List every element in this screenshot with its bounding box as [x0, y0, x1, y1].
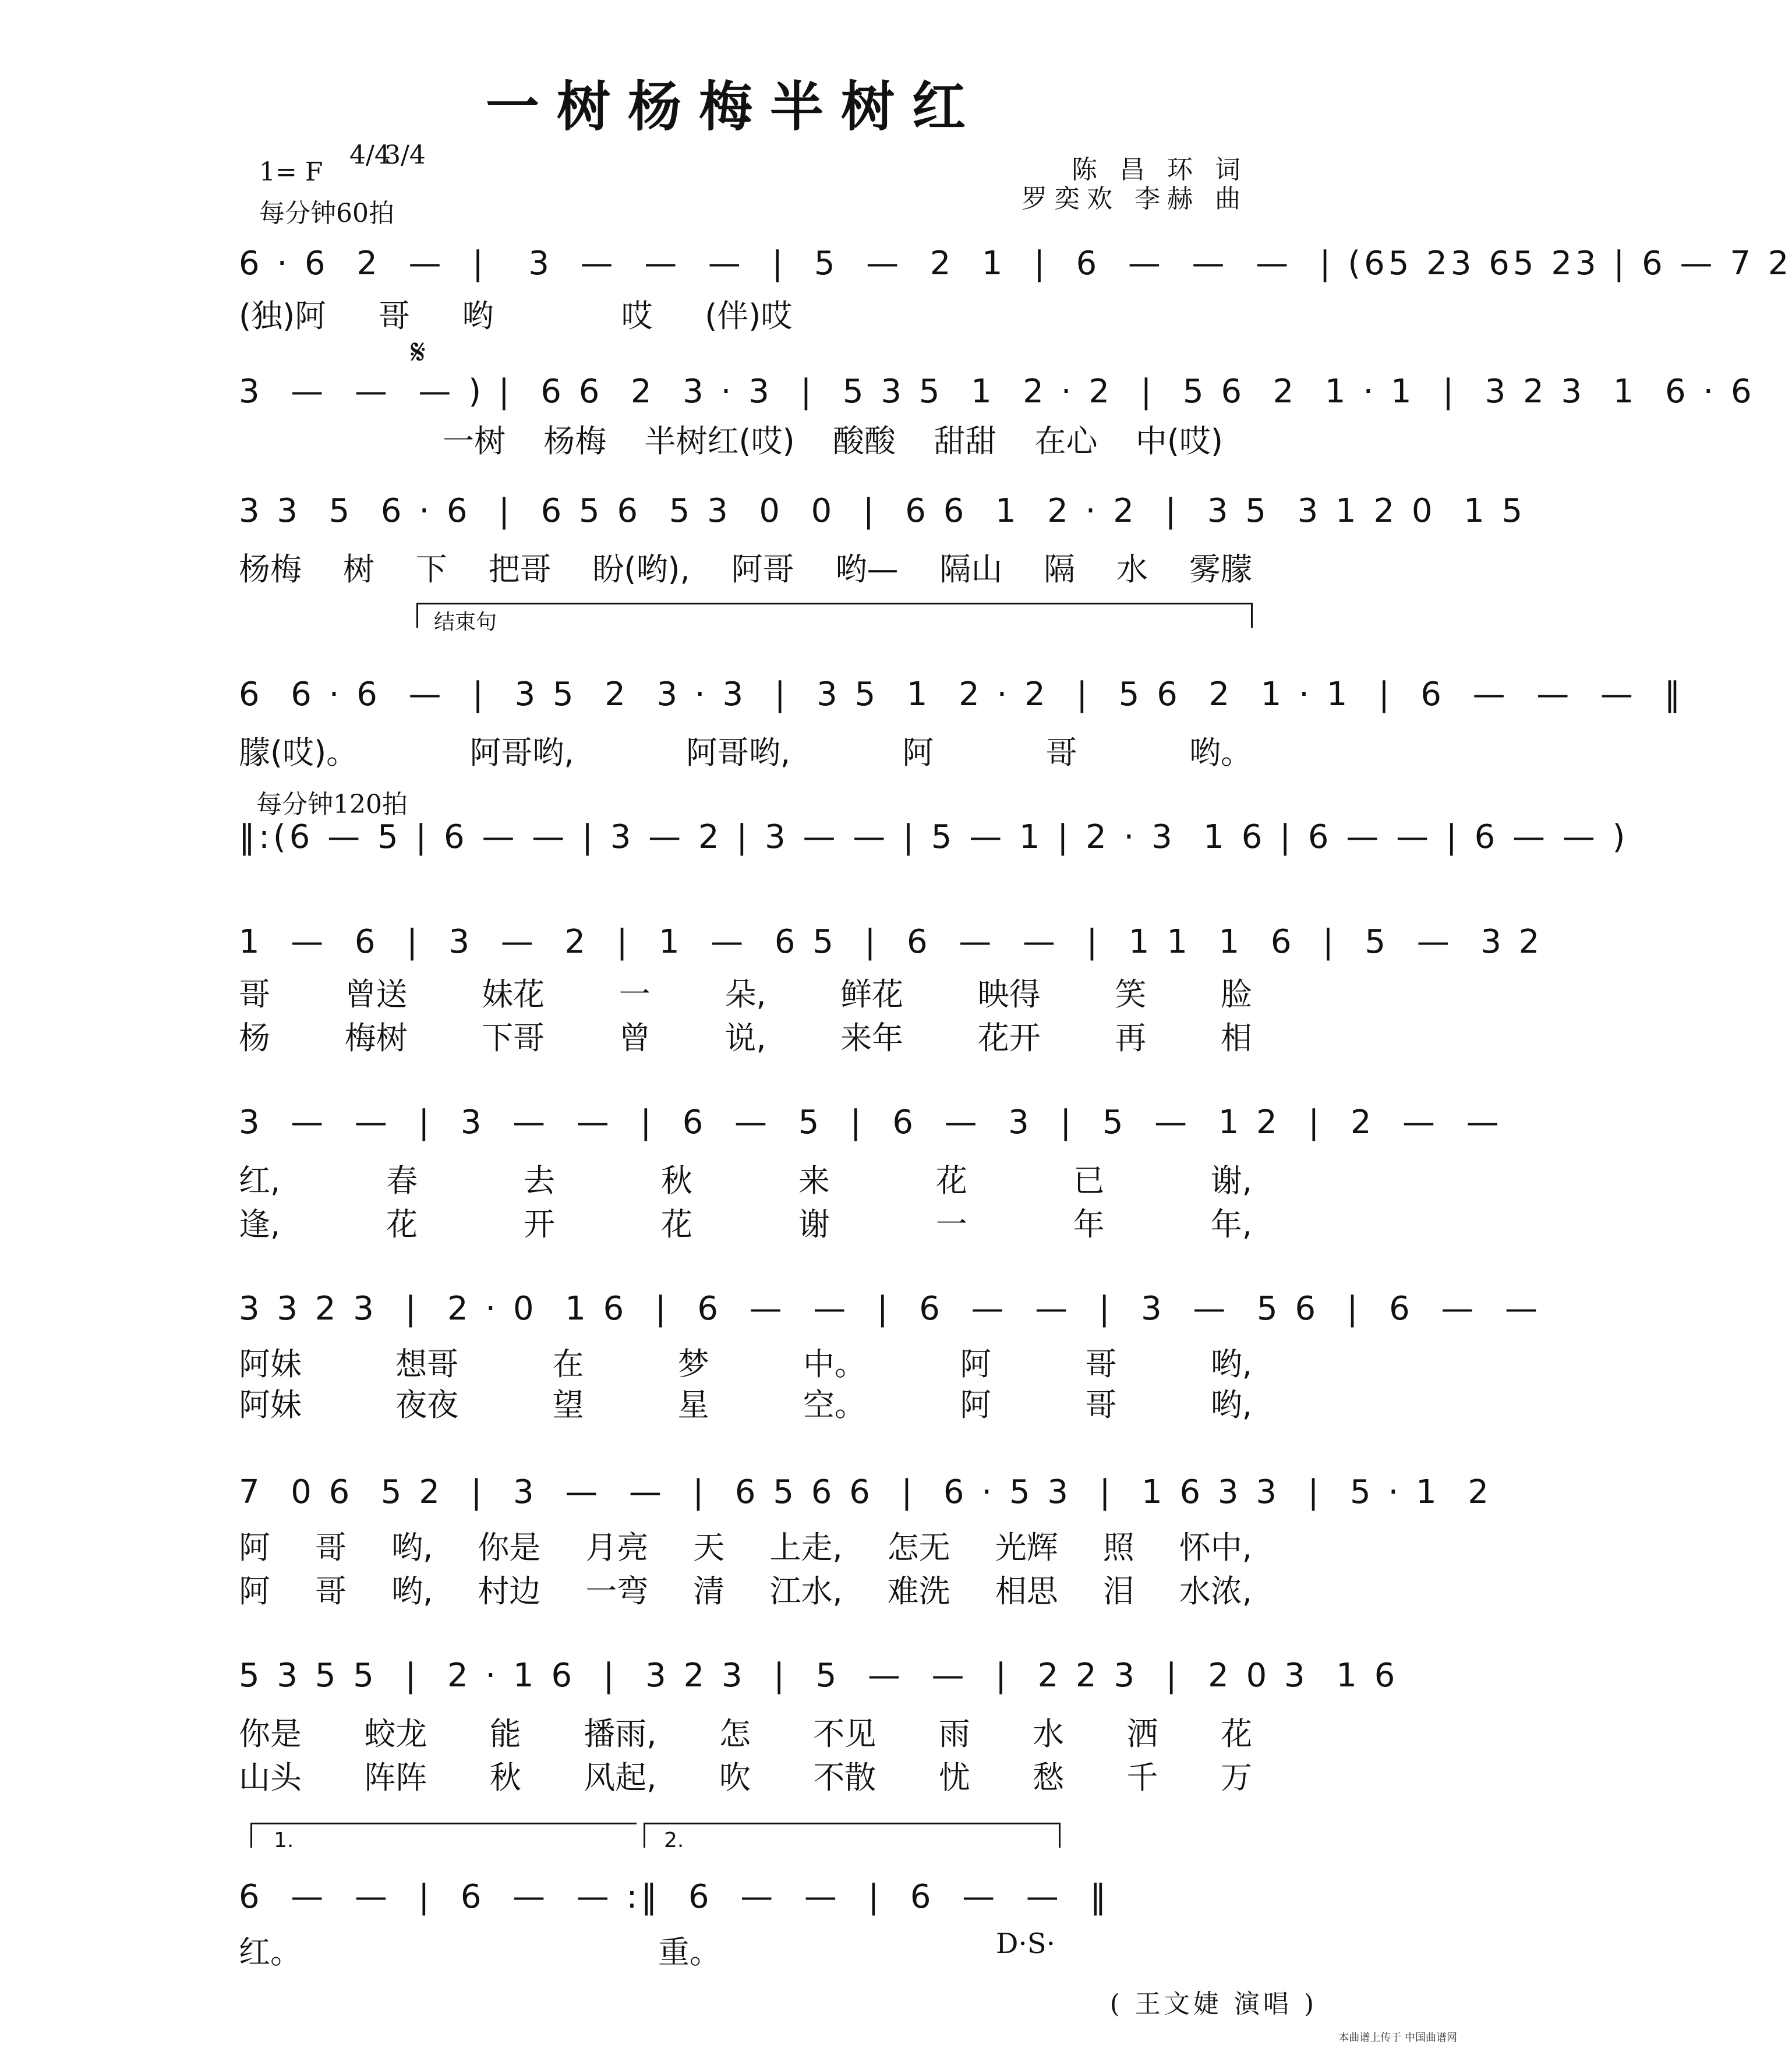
lyric: 一	[618, 976, 651, 1013]
lyric: 相	[1220, 1020, 1252, 1056]
lyric: 一弯	[585, 1573, 649, 1610]
volta-2-bracket	[644, 1823, 1061, 1848]
lyric: 风起,	[584, 1759, 657, 1796]
lyric: 空。	[803, 1386, 866, 1423]
volta-1-label: 1.	[274, 1828, 294, 1852]
lyric: 花	[935, 1162, 967, 1199]
ending-label: 结束句	[434, 610, 497, 634]
system-5-notes: ‖:(6 — 5 | 6 — — | 3 — 2 | 3 — — | 5 — 1 | 2 · 3 1 6 | 6 — — | 6 — — )	[239, 818, 1629, 856]
lyric: 水浓,	[1179, 1573, 1252, 1610]
lyric: 鲜花	[840, 976, 904, 1013]
system-6-lyrics-1	[239, 970, 1252, 1014]
page-title: 一树杨梅半树红	[485, 76, 983, 138]
lyric: 下	[415, 551, 447, 588]
system-8-notes: 3 3 2 3 | 2 · 0 1 6 | 6 — — | 6 — — | 3 — 5 6 | 6 — —	[239, 1290, 1541, 1328]
lyric: 村边	[478, 1573, 541, 1610]
lyric: 盼(哟),	[592, 551, 690, 588]
lyric: 水	[1116, 551, 1148, 588]
lyric: 把哥	[488, 551, 552, 588]
lyric: 万	[1220, 1759, 1252, 1796]
lyric: 已	[1073, 1162, 1105, 1199]
lyric: 阿哥哟,	[685, 734, 791, 771]
lyric: 隔山	[939, 551, 1003, 588]
lyric: 逢,	[239, 1206, 281, 1243]
lyric: 花	[386, 1206, 418, 1243]
lyric: 花开	[977, 1020, 1041, 1056]
tempo-marking-1: 每分钟60拍	[259, 199, 394, 228]
composer-credit: 罗奕欢 李赫 曲	[1022, 184, 1247, 214]
system-8-lyrics-1	[239, 1339, 1252, 1384]
lyric: 洒	[1126, 1715, 1158, 1752]
lyric: 年,	[1210, 1206, 1252, 1243]
lyric: 相思	[995, 1573, 1058, 1610]
lyric: 哥	[1085, 1346, 1117, 1382]
time-signature-b	[384, 140, 426, 170]
lyric: 在心	[1034, 423, 1098, 459]
lyric: 梦	[677, 1346, 709, 1382]
lyric: 秋	[660, 1162, 692, 1199]
system-7-notes: 3 — — | 3 — — | 6 — 5 | 6 — 3 | 5 — 1 2 | 2 — —	[239, 1103, 1503, 1141]
lyric: 哟,	[391, 1573, 433, 1610]
lyric: 雾朦	[1189, 551, 1252, 588]
lyric: 酸酸	[832, 423, 896, 459]
lyric: 阿	[960, 1346, 992, 1382]
tempo-marking-2: 每分钟120拍	[256, 790, 408, 819]
lyric: 星	[677, 1386, 709, 1423]
volta-1-bracket	[250, 1823, 637, 1848]
lyric: 在	[552, 1346, 584, 1382]
lyric: 夜夜	[395, 1386, 459, 1423]
lyric: 播雨,	[584, 1715, 657, 1752]
lyric: 哥	[315, 1573, 347, 1610]
footer-watermark: 本曲谱上传于 中国曲谱网	[1338, 2032, 1457, 2044]
lyric: 阿	[239, 1573, 270, 1610]
lyric: 阿哥哟,	[469, 734, 574, 771]
lyric: 梅树	[344, 1020, 408, 1056]
system-3-lyrics	[239, 544, 1252, 589]
lyric: 中(哎)	[1135, 423, 1223, 459]
lyric: 怎	[719, 1715, 751, 1752]
lyric: 笑	[1115, 976, 1147, 1013]
lyric: (伴)哎	[705, 298, 793, 334]
lyric: 开	[524, 1206, 556, 1243]
lyric: 杨梅	[239, 551, 302, 588]
lyric: 曾	[618, 1020, 651, 1056]
lyric: 哎	[621, 298, 653, 334]
lyric: 阵阵	[364, 1759, 427, 1796]
lyric: 你是	[478, 1529, 541, 1566]
lyric: 隔	[1044, 551, 1076, 588]
lyric: 你是	[239, 1715, 302, 1752]
lyric: 谢,	[1210, 1162, 1252, 1199]
lyric: 哟,	[1210, 1346, 1252, 1382]
lyric: 阿	[239, 1529, 270, 1566]
lyric: 来	[798, 1162, 830, 1199]
lyric: 吹	[719, 1759, 751, 1796]
lyric: 花	[660, 1206, 692, 1243]
system-4-lyrics	[239, 728, 1252, 773]
lyric: 哥	[1085, 1386, 1117, 1423]
system-6-notes: 1 — 6 | 3 — 2 | 1 — 6 5 | 6 — — | 1 1 1 6 | 5 — 3 2	[239, 923, 1543, 961]
lyric: 蛟龙	[364, 1715, 427, 1752]
lyric: 愁	[1033, 1759, 1065, 1796]
system-9-notes: 7 0 6 5 2 | 3 — — | 6 5 6 6 | 6 · 5 3 | 1 6 3 3 | 5 · 1 2	[239, 1473, 1492, 1511]
lyric: 妹花	[482, 976, 545, 1013]
system-1-notes: 6 · 6 2 — | 3 — — — | 5 — 2 1 | 6 — — — | (65 23 65 23 | 6 — 7 2	[239, 245, 1792, 282]
lyric: 半树红(哎)	[644, 423, 795, 459]
system-1-lyrics	[239, 291, 1252, 336]
lyric: 难洗	[887, 1573, 950, 1610]
lyric: 花	[1220, 1715, 1252, 1752]
system-11-lyric-a: 红。	[239, 1934, 302, 1971]
time-sig-a: 4/4	[349, 140, 391, 170]
performer-credit: ( 王文婕 演唱 )	[1109, 1989, 1317, 2019]
lyric: 曾送	[344, 976, 408, 1013]
lyric: 哟,	[391, 1529, 433, 1566]
lyric: 阿	[902, 734, 934, 771]
time-sig-b: 3/4	[384, 140, 426, 170]
system-2-lyrics	[443, 416, 1223, 461]
lyric: 想哥	[395, 1346, 459, 1382]
lyric: 哥	[378, 298, 410, 334]
lyric: 上走,	[769, 1529, 843, 1566]
lyric: 不散	[813, 1759, 876, 1796]
lyricist-credit: 陈 昌 环 词	[1072, 155, 1247, 185]
lyric: 红,	[239, 1162, 281, 1199]
lyric: 中。	[803, 1346, 866, 1382]
lyric: 阿妹	[239, 1346, 302, 1382]
system-9-lyrics-2	[239, 1566, 1252, 1611]
lyric: 秋	[489, 1759, 521, 1796]
lyric: 说,	[724, 1020, 766, 1056]
lyric: 来年	[840, 1020, 904, 1056]
lyric: 千	[1126, 1759, 1158, 1796]
key-signature	[259, 157, 323, 187]
lyric: 再	[1115, 1020, 1147, 1056]
volta-2-label: 2.	[664, 1828, 684, 1852]
lyric: 一树	[443, 423, 506, 459]
lyric: 不见	[813, 1715, 876, 1752]
system-2-notes: 3 — — — ) | 6 6 2 3 · 3 | 5 3 5 1 2 · 2 | 5 6 2 1 · 1 | 3 2 3 1 6 · 6	[239, 373, 1755, 411]
system-4-notes: 6 6 · 6 — | 3 5 2 3 · 3 | 3 5 1 2 · 2 | 5 6 2 1 · 1 | 6 — — — ‖	[239, 675, 1684, 713]
lyric: 天	[693, 1529, 725, 1566]
lyric: 哟	[462, 298, 494, 334]
lyric: 照	[1102, 1529, 1134, 1566]
lyric: 去	[524, 1162, 556, 1199]
lyric: (独)阿	[239, 298, 327, 334]
lyric: 阿妹	[239, 1386, 302, 1423]
lyric: 脸	[1220, 976, 1252, 1013]
lyric: 山头	[239, 1759, 302, 1796]
lyric: 哟—	[835, 551, 899, 588]
lyric: 哥	[1045, 734, 1077, 771]
lyric: 杨	[239, 1020, 270, 1056]
lyric: 朦(哎)。	[239, 734, 358, 771]
lyric: 朵,	[724, 976, 766, 1013]
system-7-lyrics-2	[239, 1200, 1252, 1244]
system-10-lyrics-1	[239, 1709, 1252, 1754]
lyric: 下哥	[482, 1020, 545, 1056]
lyric	[546, 291, 569, 336]
system-11-notes: 6 — — | 6 — — :‖ 6 — — | 6 — — ‖	[239, 1878, 1110, 1916]
lyric: 清	[693, 1573, 725, 1610]
system-10-lyrics-2	[239, 1753, 1252, 1798]
system-11-lyric-b: 重。	[658, 1934, 721, 1971]
lyric: 阿	[960, 1386, 992, 1423]
lyric: 雨	[938, 1715, 970, 1752]
ending-bracket	[416, 603, 1253, 628]
lyric: 谢	[798, 1206, 830, 1243]
lyric: 哥	[315, 1529, 347, 1566]
lyric: 一	[935, 1206, 967, 1243]
lyric: 怀中,	[1179, 1529, 1252, 1566]
key-label: 1= F	[259, 157, 323, 187]
system-10-notes: 5 3 5 5 | 2 · 1 6 | 3 2 3 | 5 — — | 2 2 3 | 2 0 3 1 6	[239, 1657, 1399, 1695]
lyric: 阿哥	[731, 551, 794, 588]
lyric: 杨梅	[543, 423, 607, 459]
lyric: 哟。	[1189, 734, 1252, 771]
system-6-lyrics-2	[239, 1013, 1252, 1058]
system-9-lyrics-1	[239, 1523, 1252, 1568]
lyric: 映得	[977, 976, 1041, 1013]
system-7-lyrics-1	[239, 1156, 1252, 1201]
lyric: 光辉	[995, 1529, 1058, 1566]
system-3-notes: 3 3 5 6 · 6 | 6 5 6 5 3 0 0 | 6 6 1 2 · 2 | 3 5 3 1 2 0 1 5	[239, 492, 1526, 530]
lyric: 怎无	[887, 1529, 950, 1566]
lyric: 能	[489, 1715, 521, 1752]
lyric: 望	[552, 1386, 584, 1423]
lyric: 甜甜	[934, 423, 997, 459]
segno-sign: 𝄋	[411, 332, 426, 373]
lyric: 江水,	[769, 1573, 843, 1610]
lyric: 月亮	[585, 1529, 649, 1566]
lyric: 水	[1033, 1715, 1065, 1752]
lyric: 春	[386, 1162, 418, 1199]
system-8-lyrics-2	[239, 1380, 1252, 1425]
lyric: 树	[342, 551, 374, 588]
lyric: 哟,	[1210, 1386, 1252, 1423]
lyric: 哥	[239, 976, 270, 1013]
lyric: 忧	[938, 1759, 970, 1796]
lyric: 泪	[1102, 1573, 1134, 1610]
dal-segno-marking: D·S·	[996, 1927, 1055, 1960]
lyric: 年	[1073, 1206, 1105, 1243]
